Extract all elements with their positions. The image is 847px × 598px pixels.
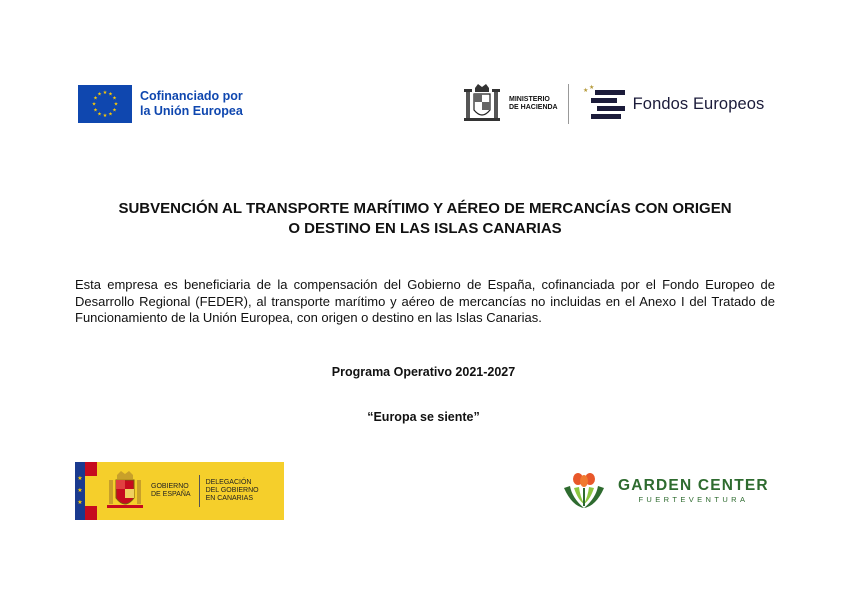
delegacion-line2: DEL GOBIERNO [205, 487, 259, 494]
eu-logo-line1: Cofinanciado por [140, 89, 243, 103]
svg-text:★: ★ [112, 107, 117, 114]
svg-text:★: ★ [97, 111, 102, 118]
svg-text:★: ★ [112, 95, 117, 102]
spain-flag-icon [75, 462, 97, 520]
document-body: Esta empresa es beneficiaria de la compensación del Gobierno de España, cofinanciada por el Fondo Europeo de Desarrollo Regional (FEDER), al transporte marítimo y aéreo de mercancías no incluidas en el Anexo I del Tratado de Funcionamiento de la Unión Europea, con origen o destino en las Islas Canarias. [75, 277, 775, 325]
eu-logo-line2: la Unión Europea [140, 104, 243, 118]
ministerio-line2: DE HACIENDA [509, 104, 558, 111]
document-title [70, 199, 780, 239]
garden-center-subtitle: FUERTEVENTURA [638, 495, 749, 504]
svg-text:★: ★ [93, 107, 98, 114]
logo-divider [199, 475, 200, 507]
svg-text:★: ★ [108, 91, 113, 98]
title-line1: SUBVENCIÓN AL TRANSPORTE MARÍTIMO Y AÉREO DE MERCANCÍAS CON ORIGEN [118, 200, 732, 217]
eu-logo-text [140, 89, 243, 119]
logo-divider [568, 84, 569, 124]
delegacion-line1: DELEGACIÓN [205, 479, 252, 486]
svg-text:★: ★ [77, 475, 83, 482]
svg-text:★: ★ [91, 101, 97, 108]
fondos-europeos-text: Fondos Europeos [632, 94, 765, 113]
delegacion-line3: EN CANARIAS [205, 495, 254, 502]
svg-text:★: ★ [582, 87, 589, 94]
svg-text:★: ★ [93, 95, 98, 102]
svg-text:★: ★ [77, 487, 83, 494]
svg-text:★: ★ [102, 113, 108, 119]
garden-flower-icon [562, 472, 606, 510]
title-line2: O DESTINO EN LAS ISLAS CANARIAS [288, 220, 562, 237]
gobierno-delegacion-logo [75, 462, 284, 520]
slogan: “Europa se siente” [367, 410, 480, 424]
fondos-europeos-icon [581, 84, 627, 124]
svg-text:★: ★ [588, 84, 595, 91]
eu-flag-icon [78, 85, 132, 123]
svg-text:★: ★ [102, 90, 108, 96]
gobierno-line2: DE ESPAÑA [151, 491, 191, 498]
svg-text:★: ★ [108, 111, 113, 118]
delegacion-text [206, 479, 259, 503]
programa-operativo: Programa Operativo 2021-2027 [331, 365, 516, 379]
gobierno-text [151, 483, 191, 499]
svg-text:★: ★ [77, 499, 83, 506]
svg-text:★: ★ [113, 101, 119, 108]
eu-cofinanced-logo [78, 85, 243, 123]
ministerio-text [509, 96, 558, 112]
ministerio-fondos-logo [460, 82, 764, 126]
spain-crest-icon [460, 82, 504, 126]
garden-center-logo [562, 472, 769, 510]
spain-crest-icon [105, 468, 145, 514]
garden-center-name: GARDEN CENTER [618, 477, 769, 494]
gobierno-line1: GOBIERNO [151, 483, 189, 490]
svg-text:★: ★ [97, 91, 102, 98]
ministerio-line1: MINISTERIO [509, 96, 550, 103]
garden-center-words [618, 477, 769, 505]
